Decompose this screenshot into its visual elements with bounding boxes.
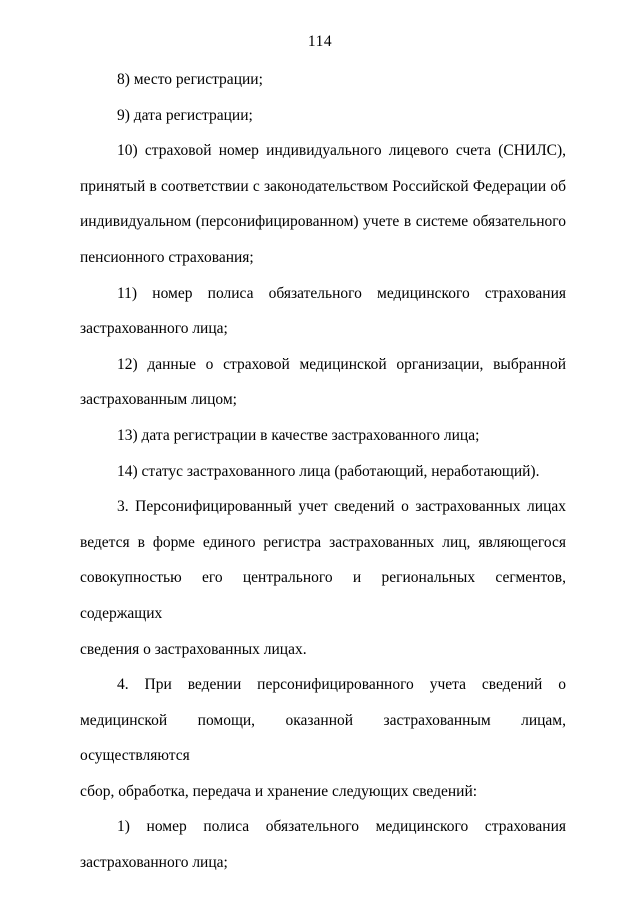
text-line: 10) страховой номер индивидуального лицевого счета (СНИЛС),	[117, 142, 566, 160]
text-line: застрахованного лица;	[80, 854, 228, 872]
text-line: сбор, обработка, передача и хранение следующих сведений:	[80, 782, 478, 800]
text-line: 1) номер полиса обязательного медицинского страхования	[117, 818, 566, 836]
text-line: 12) данные о страховой медицинской организации, выбранной	[117, 355, 566, 373]
text-line: совокупностью его центрального и региональных сегментов, содержащих	[80, 569, 566, 622]
text-line: застрахованным лицом;	[80, 391, 237, 409]
text-line: пенсионного страхования;	[80, 248, 254, 266]
document-body	[80, 62, 566, 881]
text-line: принятый в соответствии с законодательством Российской Федерации об	[80, 177, 566, 195]
page-number: 114	[307, 33, 333, 50]
text-line: 8) место регистрации;	[117, 71, 263, 88]
text-line: 9) дата регистрации;	[117, 106, 253, 124]
text-line: 3. Персонифицированный учет сведений о застрахованных лицах	[117, 498, 566, 516]
text-line: индивидуальном (персонифицированном) учете в системе обязательного	[80, 213, 566, 231]
text-line: 11) номер полиса обязательного медицинского страхования	[117, 284, 566, 302]
text-line: застрахованного лица;	[80, 320, 228, 338]
text-line: медицинской помощи, оказанной застрахованным лицам, осуществляются	[80, 711, 566, 765]
text-line: 14) статус застрахованного лица (работающий, неработающий).	[117, 462, 540, 480]
text-line: сведения о застрахованных лицах.	[80, 640, 307, 658]
text-line: ведется в форме единого регистра застрахованных лиц, являющегося	[80, 533, 566, 551]
text-line: 4. При ведении персонифицированного учета сведений о	[117, 676, 566, 694]
text-line: 13) дата регистрации в качестве застрахованного лица;	[117, 426, 480, 444]
